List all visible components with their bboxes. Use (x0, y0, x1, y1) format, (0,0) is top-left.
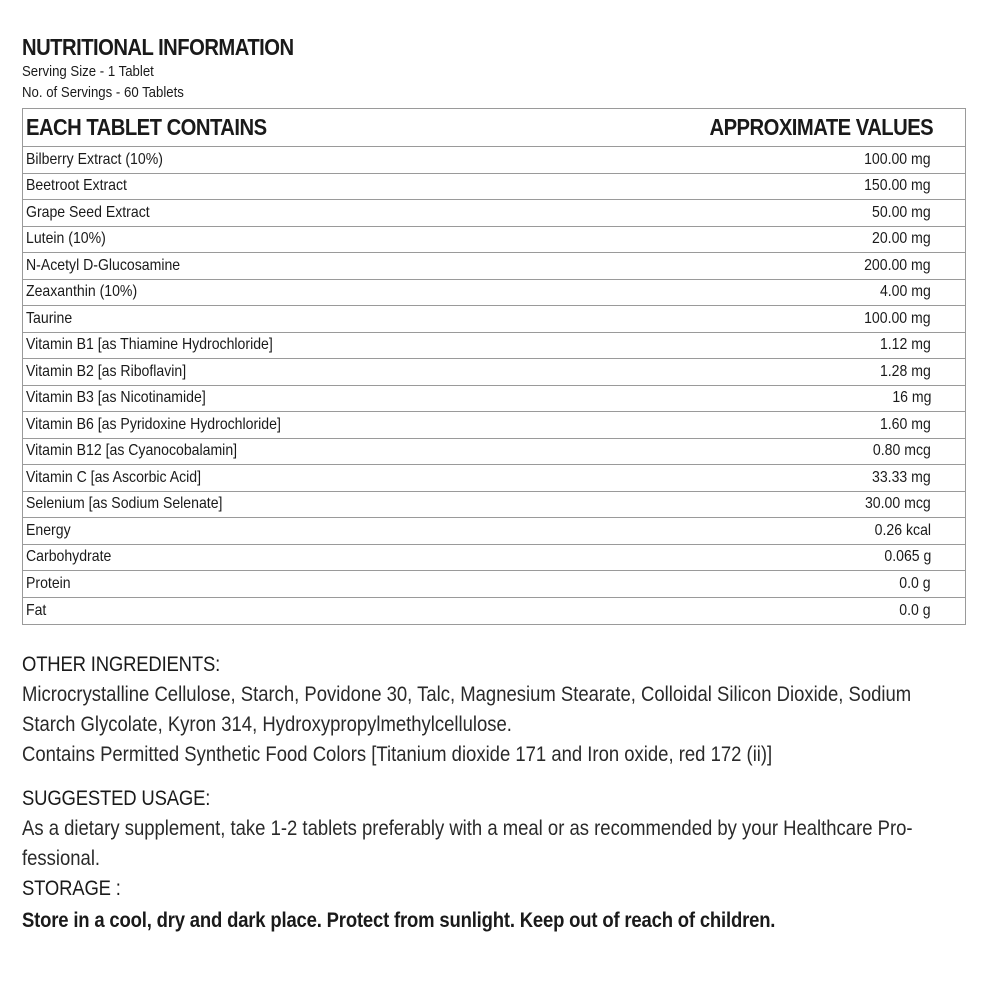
table-row (23, 412, 965, 439)
ingredient-value: 30.00 mcg (865, 495, 931, 513)
table-row (23, 253, 965, 280)
ingredient-value: 200.00 mg (864, 256, 931, 274)
table-body (23, 147, 965, 624)
ingredient-name: Lutein (10%) (26, 230, 106, 248)
table-row (23, 359, 965, 386)
ingredient-value: 150.00 mg (864, 177, 931, 195)
ingredient-value: 33.33 mg (872, 468, 931, 486)
column-header-values: APPROXIMATE VALUES (709, 114, 933, 140)
ingredient-value: 100.00 mg (864, 309, 931, 327)
ingredient-name: Vitamin C [as Ascorbic Acid] (26, 468, 202, 486)
ingredient-name: Energy (26, 521, 71, 539)
ingredient-name: N-Acetyl D-Glucosamine (26, 256, 181, 274)
ingredient-name: Bilberry Extract (10%) (26, 150, 163, 168)
ingredient-value: 1.12 mg (880, 336, 931, 354)
table-row (23, 571, 965, 598)
ingredient-value: 4.00 mg (880, 283, 931, 301)
other-ingredients-text: Microcrystalline Cellulose, Starch, Povidone 30, Talc, Magnesium Stearate, Colloidal Silicon Dioxide, Sodium Starch Glycolate, Kyron 314, Hydroxypropylmethylcellulose. (22, 683, 912, 736)
suggested-usage-text: As a dietary supplement, take 1-2 tablets preferably with a meal or as recommended by your Healthcare Pro-fessional. (22, 817, 913, 870)
storage-text: Store in a cool, dry and dark place. Protect from sunlight. Keep out of reach of children. (22, 909, 776, 932)
table-row (23, 174, 965, 201)
ingredient-name: Zeaxanthin (10%) (26, 283, 138, 301)
table-row (23, 465, 965, 492)
table-row (23, 518, 965, 545)
ingredient-value: 0.0 g (899, 574, 931, 592)
ingredient-name: Protein (26, 574, 71, 592)
table-row (23, 147, 965, 174)
nutrition-panel (22, 34, 966, 625)
other-ingredients-section (22, 652, 982, 770)
ingredient-name: Vitamin B6 [as Pyridoxine Hydrochloride] (26, 415, 281, 433)
ingredient-value: 0.0 g (899, 601, 931, 619)
ingredient-name: Vitamin B2 [as Riboflavin] (26, 362, 187, 380)
ingredient-name: Vitamin B1 [as Thiamine Hydrochloride] (26, 336, 273, 354)
ingredient-value: 20.00 mg (872, 230, 931, 248)
ingredient-value: 0.80 mcg (873, 442, 931, 460)
table-row (23, 333, 965, 360)
ingredient-name: Carbohydrate (26, 548, 112, 566)
table-header-row (23, 109, 965, 147)
table-row (23, 280, 965, 307)
table-row (23, 598, 965, 625)
suggested-usage-heading: SUGGESTED USAGE: (22, 787, 211, 810)
table-row (23, 227, 965, 254)
page-title: NUTRITIONAL INFORMATION (22, 34, 294, 60)
nutrition-table (22, 108, 966, 625)
ingredient-name: Selenium [as Sodium Selenate] (26, 495, 223, 513)
ingredient-name: Vitamin B3 [as Nicotinamide] (26, 389, 206, 407)
column-header-contents: EACH TABLET CONTAINS (26, 114, 267, 140)
storage-section (22, 876, 982, 936)
ingredient-value: 1.28 mg (880, 362, 931, 380)
table-row (23, 386, 965, 413)
ingredient-name: Beetroot Extract (26, 177, 127, 195)
serving-size: Serving Size - 1 Tablet (22, 63, 154, 80)
number-of-servings: No. of Servings - 60 Tablets (22, 84, 184, 101)
ingredient-name: Vitamin B12 [as Cyanocobalamin] (26, 442, 238, 460)
ingredient-name: Taurine (26, 309, 73, 327)
ingredient-value: 50.00 mg (872, 203, 931, 221)
ingredient-name: Fat (26, 601, 47, 619)
other-ingredients-heading: OTHER INGREDIENTS: (22, 653, 221, 676)
ingredient-value: 0.065 g (884, 548, 931, 566)
ingredient-value: 1.60 mg (880, 415, 931, 433)
ingredient-value: 100.00 mg (864, 150, 931, 168)
suggested-usage-section (22, 786, 982, 874)
ingredient-value: 0.26 kcal (874, 521, 931, 539)
ingredient-value: 16 mg (891, 389, 931, 407)
table-row (23, 439, 965, 466)
table-row (23, 200, 965, 227)
food-colors-text: Contains Permitted Synthetic Food Colors [Titanium dioxide 171 and Iron oxide, red 172 (ii)] (22, 743, 773, 766)
table-row (23, 492, 965, 519)
storage-heading: STORAGE : (22, 877, 121, 900)
table-row (23, 306, 965, 333)
ingredient-name: Grape Seed Extract (26, 203, 150, 221)
table-row (23, 545, 965, 572)
